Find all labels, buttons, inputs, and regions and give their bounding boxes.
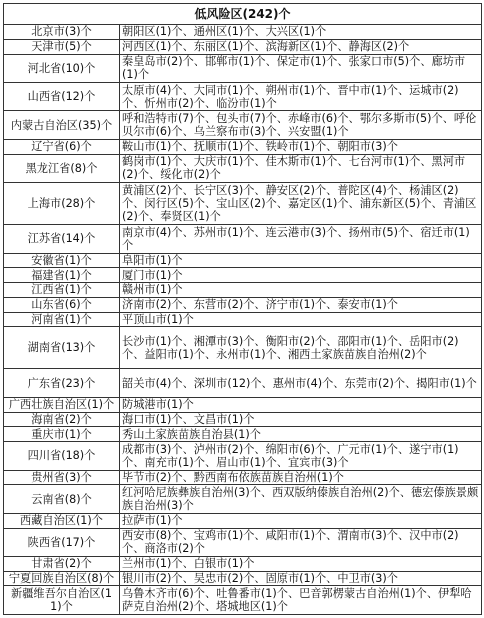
cities-cell: 毕节市(2)个、黔西南布依族苗族自治州(1)个 [120, 470, 482, 485]
table-row [4, 470, 482, 485]
table-row [4, 39, 482, 54]
table-row [4, 54, 482, 82]
cities-cell: 河西区(1)个、东丽区(1)个、滨海新区(1)个、静海区(2)个 [120, 39, 482, 54]
table-row [4, 139, 482, 154]
province-cell: 江西省(1)个 [4, 283, 120, 298]
cities-cell: 太原市(4)个、大同市(1)个、朔州市(1)个、晋中市(1)个、运城市(2)个、忻州市(2)个、临汾市(1)个 [120, 82, 482, 110]
cities-cell: 乌鲁木齐市(6)个、吐鲁番市(1)个、巴音郭楞蒙古自治州(1)个、伊犁哈萨克自治州(2)个、塔城地区(1)个 [120, 586, 482, 615]
cities-cell: 成都市(3)个、泸州市(2)个、绵阳市(6)个、广元市(1)个、遂宁市(1)个、南充市(1)个、眉山市(1)个、宜宾市(3)个 [120, 442, 482, 470]
cities-cell: 济南市(2)个、东营市(2)个、济宁市(1)个、泰安市(1)个 [120, 297, 482, 312]
cities-cell: 南京市(4)个、苏州市(1)个、连云港市(3)个、扬州市(5)个、宿迁市(1)个 [120, 225, 482, 253]
province-cell: 安徽省(1)个 [4, 253, 120, 268]
table-row [4, 485, 482, 513]
table-row [4, 268, 482, 283]
cities-cell: 兰州市(1)个、白银市(1)个 [120, 556, 482, 571]
cities-cell: 朝阳区(1)个、通州区(1)个、大兴区(1)个 [120, 25, 482, 40]
province-cell: 福建省(1)个 [4, 268, 120, 283]
table-row [4, 571, 482, 586]
province-cell: 上海市(28)个 [4, 183, 120, 225]
cities-cell: 平顶山市(1)个 [120, 312, 482, 327]
province-cell: 山西省(12)个 [4, 82, 120, 110]
province-cell: 河北省(10)个 [4, 54, 120, 82]
table-row [4, 111, 482, 139]
province-cell: 江苏省(14)个 [4, 225, 120, 253]
table-row [4, 427, 482, 442]
cities-cell: 秦皇岛市(2)个、邯郸市(1)个、保定市(1)个、张家口市(5)个、廊坊市(1)个 [120, 54, 482, 82]
province-cell: 辽宁省(6)个 [4, 139, 120, 154]
cities-cell: 鹤岗市(1)个、大庆市(1)个、佳木斯市(1)个、七台河市(1)个、黑河市(2)个、绥化市(2)个 [120, 154, 482, 182]
cities-cell: 西安市(8)个、宝鸡市(1)个、咸阳市(1)个、渭南市(3)个、汉中市(2)个、商洛市(2)个 [120, 528, 482, 556]
cities-cell: 拉萨市(1)个 [120, 513, 482, 528]
cities-cell: 黄浦区(2)个、长宁区(3)个、静安区(2)个、普陀区(4)个、杨浦区(2)个、闵行区(5)个、宝山区(2)个、嘉定区(1)个、浦东新区(5)个、青浦区(2)个、奉贤区(1)个 [120, 183, 482, 225]
province-cell: 黑龙江省(8)个 [4, 154, 120, 182]
table-row [4, 154, 482, 182]
table-row [4, 253, 482, 268]
cities-cell: 呼和浩特市(7)个、包头市(7)个、赤峰市(6)个、鄂尔多斯市(5)个、呼伦贝尔市(6)个、乌兰察布市(3)个、兴安盟(1)个 [120, 111, 482, 139]
province-cell: 陕西省(17)个 [4, 528, 120, 556]
table-body [4, 25, 482, 615]
province-cell: 内蒙古自治区(35)个 [4, 111, 120, 139]
table-row [4, 183, 482, 225]
table-row [4, 82, 482, 110]
cities-cell: 海口市(1)个、文昌市(1)个 [120, 412, 482, 427]
table-title-row [4, 4, 482, 25]
table-row [4, 327, 482, 369]
table-row [4, 586, 482, 615]
cities-cell: 红河哈尼族彝族自治州(3)个、西双版纳傣族自治州(2)个、德宏傣族景颇族自治州(3)个 [120, 485, 482, 513]
table-row [4, 369, 482, 397]
province-cell: 山东省(6)个 [4, 297, 120, 312]
province-cell: 新疆维吾尔自治区(11)个 [4, 586, 120, 615]
cities-cell: 长沙市(1)个、湘潭市(3)个、衡阳市(2)个、邵阳市(1)个、岳阳市(2)个、益阳市(1)个、永州市(1)个、湘西土家族苗族自治州(2)个 [120, 327, 482, 369]
province-cell: 云南省(8)个 [4, 485, 120, 513]
table-row [4, 225, 482, 253]
table-row [4, 25, 482, 40]
province-cell: 天津市(5)个 [4, 39, 120, 54]
cities-cell: 银川市(2)个、吴忠市(2)个、固原市(1)个、中卫市(3)个 [120, 571, 482, 586]
province-cell: 西藏自治区(1)个 [4, 513, 120, 528]
cities-cell: 韶关市(4)个、深圳市(12)个、惠州市(4)个、东莞市(2)个、揭阳市(1)个 [120, 369, 482, 397]
province-cell: 广东省(23)个 [4, 369, 120, 397]
table-row [4, 556, 482, 571]
table-title: 低风险区(242)个 [4, 4, 482, 25]
province-cell: 河南省(1)个 [4, 312, 120, 327]
province-cell: 甘肃省(2)个 [4, 556, 120, 571]
province-cell: 贵州省(3)个 [4, 470, 120, 485]
low-risk-table [3, 3, 482, 615]
risk-table-container [3, 3, 481, 615]
table-row [4, 513, 482, 528]
province-cell: 宁夏回族自治区(8)个 [4, 571, 120, 586]
cities-cell: 防城港市(1)个 [120, 397, 482, 412]
province-cell: 四川省(18)个 [4, 442, 120, 470]
table-row [4, 397, 482, 412]
table-row [4, 283, 482, 298]
table-row [4, 442, 482, 470]
province-cell: 北京市(3)个 [4, 25, 120, 40]
province-cell: 海南省(2)个 [4, 412, 120, 427]
cities-cell: 赣州市(1)个 [120, 283, 482, 298]
table-row [4, 297, 482, 312]
table-row [4, 312, 482, 327]
table-row [4, 528, 482, 556]
table-row [4, 412, 482, 427]
province-cell: 湖南省(13)个 [4, 327, 120, 369]
province-cell: 重庆市(1)个 [4, 427, 120, 442]
cities-cell: 秀山土家族苗族自治县(1)个 [120, 427, 482, 442]
province-cell: 广西壮族自治区(1)个 [4, 397, 120, 412]
cities-cell: 厦门市(1)个 [120, 268, 482, 283]
cities-cell: 阜阳市(1)个 [120, 253, 482, 268]
cities-cell: 鞍山市(1)个、抚顺市(1)个、铁岭市(1)个、朝阳市(3)个 [120, 139, 482, 154]
